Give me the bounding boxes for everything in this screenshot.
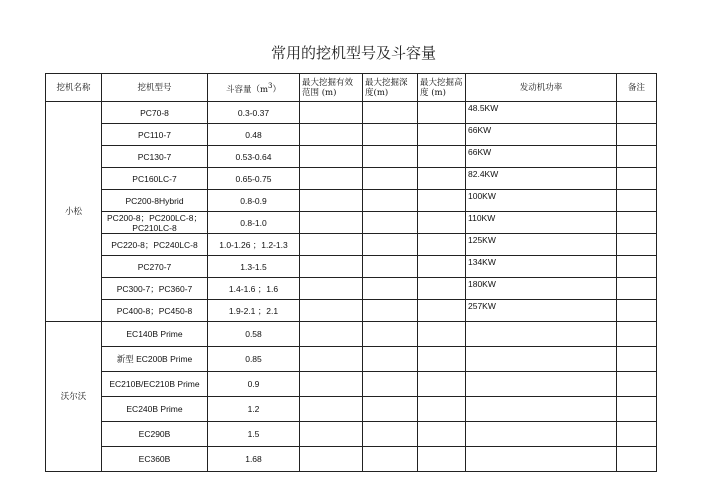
model-cell: 新型 EC200B Prime	[102, 347, 208, 372]
depth-cell	[363, 168, 418, 190]
excavator-table	[45, 73, 657, 472]
header-height: 最大挖掘高度 (m)	[418, 74, 466, 102]
table-row	[46, 256, 657, 278]
depth-cell	[363, 124, 418, 146]
note-cell	[617, 146, 657, 168]
power-cell	[466, 322, 617, 347]
bucket-cell: 1.0-1.26 ；1.2-1.3	[208, 234, 300, 256]
power-cell: 100KW	[466, 190, 617, 212]
table-row	[46, 447, 657, 472]
height-cell	[418, 278, 466, 300]
reach-cell	[300, 322, 363, 347]
reach-cell	[300, 124, 363, 146]
depth-cell	[363, 347, 418, 372]
table-row	[46, 190, 657, 212]
table-row	[46, 212, 657, 234]
depth-cell	[363, 372, 418, 397]
power-cell: 66KW	[466, 146, 617, 168]
note-cell	[617, 278, 657, 300]
height-cell	[418, 234, 466, 256]
reach-cell	[300, 347, 363, 372]
table-row	[46, 347, 657, 372]
model-cell: PC130-7	[102, 146, 208, 168]
table-row	[46, 322, 657, 347]
note-cell	[617, 372, 657, 397]
model-cell: EC140B Prime	[102, 322, 208, 347]
model-cell: PC300-7；PC360-7	[102, 278, 208, 300]
height-cell	[418, 146, 466, 168]
table-row	[46, 234, 657, 256]
header-bucket-sup: 3	[268, 81, 273, 90]
reach-cell	[300, 256, 363, 278]
depth-cell	[363, 422, 418, 447]
power-cell: 180KW	[466, 278, 617, 300]
height-cell	[418, 256, 466, 278]
bucket-cell: 1.5	[208, 422, 300, 447]
table-row	[46, 278, 657, 300]
note-cell	[617, 234, 657, 256]
table-row	[46, 397, 657, 422]
note-cell	[617, 212, 657, 234]
power-cell: 134KW	[466, 256, 617, 278]
header-bucket: 斗容量$(m^3)$	[208, 74, 300, 102]
reach-cell	[300, 168, 363, 190]
bucket-cell: 0.48	[208, 124, 300, 146]
height-cell	[418, 168, 466, 190]
power-cell	[466, 397, 617, 422]
depth-cell	[363, 322, 418, 347]
note-cell	[617, 190, 657, 212]
depth-cell	[363, 212, 418, 234]
reach-cell	[300, 422, 363, 447]
bucket-cell: 0.53-0.64	[208, 146, 300, 168]
reach-cell	[300, 447, 363, 472]
height-cell	[418, 212, 466, 234]
power-cell: 257KW	[466, 300, 617, 322]
note-cell	[617, 422, 657, 447]
power-cell: 125KW	[466, 234, 617, 256]
height-cell	[418, 124, 466, 146]
depth-cell	[363, 234, 418, 256]
power-cell: 66KW	[466, 124, 617, 146]
height-cell	[418, 190, 466, 212]
bucket-cell: 0.85	[208, 347, 300, 372]
reach-cell	[300, 190, 363, 212]
height-cell	[418, 322, 466, 347]
power-cell	[466, 347, 617, 372]
note-cell	[617, 347, 657, 372]
model-cell: EC290B	[102, 422, 208, 447]
model-cell: PC110-7	[102, 124, 208, 146]
table-row	[46, 146, 657, 168]
model-cell: EC240B Prime	[102, 397, 208, 422]
depth-cell	[363, 278, 418, 300]
model-cell: PC70-8	[102, 102, 208, 124]
header-row	[46, 74, 657, 102]
reach-cell	[300, 397, 363, 422]
bucket-cell: 0.9	[208, 372, 300, 397]
reach-cell	[300, 234, 363, 256]
depth-cell	[363, 300, 418, 322]
depth-cell	[363, 397, 418, 422]
page-title: 常用的挖机型号及斗容量	[270, 44, 436, 62]
depth-cell	[363, 102, 418, 124]
brand-cell: 沃尔沃	[46, 322, 102, 472]
reach-cell	[300, 300, 363, 322]
note-cell	[617, 102, 657, 124]
brand-cell: 小松	[46, 102, 102, 322]
table-row	[46, 168, 657, 190]
height-cell	[418, 102, 466, 124]
table-row	[46, 300, 657, 322]
note-cell	[617, 124, 657, 146]
height-cell	[418, 347, 466, 372]
note-cell	[617, 168, 657, 190]
height-cell	[418, 300, 466, 322]
power-cell	[466, 447, 617, 472]
note-cell	[617, 447, 657, 472]
table-row	[46, 422, 657, 447]
note-cell	[617, 256, 657, 278]
height-cell	[418, 372, 466, 397]
header-depth: 最大挖掘深度(m)	[363, 74, 418, 102]
reach-cell	[300, 102, 363, 124]
height-cell	[418, 422, 466, 447]
model-cell: PC200-8；PC200LC-8；PC210LC-8	[102, 212, 208, 234]
model-cell: PC200-8Hybrid	[102, 190, 208, 212]
reach-cell	[300, 278, 363, 300]
model-cell: PC400-8；PC450-8	[102, 300, 208, 322]
power-cell: 48.5KW	[466, 102, 617, 124]
model-cell: PC220-8；PC240LC-8	[102, 234, 208, 256]
header-note: 备注	[617, 74, 657, 102]
note-cell	[617, 300, 657, 322]
bucket-cell: 0.58	[208, 322, 300, 347]
depth-cell	[363, 447, 418, 472]
depth-cell	[363, 256, 418, 278]
bucket-cell: 1.4-1.6 ；1.6	[208, 278, 300, 300]
table-body	[46, 102, 657, 472]
model-cell: PC270-7	[102, 256, 208, 278]
power-cell	[466, 422, 617, 447]
reach-cell	[300, 212, 363, 234]
bucket-cell: 0.3-0.37	[208, 102, 300, 124]
bucket-cell: 1.9-2.1 ；2.1	[208, 300, 300, 322]
depth-cell	[363, 146, 418, 168]
reach-cell	[300, 372, 363, 397]
header-model: 挖机型号	[102, 74, 208, 102]
header-brand: 挖机名称	[46, 74, 102, 102]
model-cell: EC210B/EC210B Prime	[102, 372, 208, 397]
power-cell: 110KW	[466, 212, 617, 234]
model-cell: PC160LC-7	[102, 168, 208, 190]
header-power: 发动机功率	[466, 74, 617, 102]
note-cell	[617, 397, 657, 422]
model-cell: EC360B	[102, 447, 208, 472]
reach-cell	[300, 146, 363, 168]
bucket-cell: 1.2	[208, 397, 300, 422]
bucket-cell: 0.8-0.9	[208, 190, 300, 212]
power-cell	[466, 372, 617, 397]
bucket-cell: 1.68	[208, 447, 300, 472]
bucket-cell: 1.3-1.5	[208, 256, 300, 278]
bucket-cell: 0.8-1.0	[208, 212, 300, 234]
power-cell: 82.4KW	[466, 168, 617, 190]
table-row	[46, 124, 657, 146]
table-row	[46, 102, 657, 124]
table-row	[46, 372, 657, 397]
height-cell	[418, 447, 466, 472]
bucket-cell: 0.65-0.75	[208, 168, 300, 190]
depth-cell	[363, 190, 418, 212]
height-cell	[418, 397, 466, 422]
header-reach: 最大挖掘有效范围 (m)	[300, 74, 363, 102]
note-cell	[617, 322, 657, 347]
